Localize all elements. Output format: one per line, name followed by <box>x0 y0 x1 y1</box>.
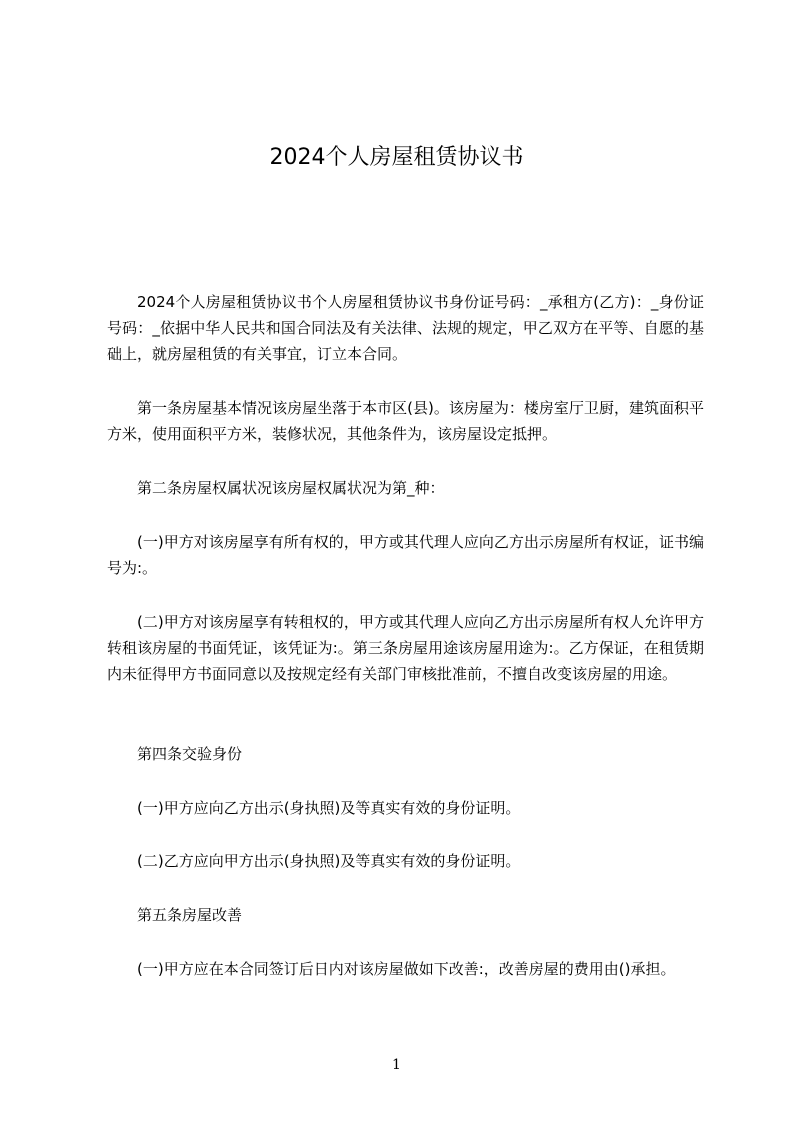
paragraph-intro: 2024个人房屋租赁协议书个人房屋租赁协议书身份证号码：_承租方(乙方)：_身份证号码：_依据中华人民共和国合同法及有关法律、法规的规定，甲乙双方在平等、自愿的基础上，就房屋租赁的有关事宜，订立本合同。 <box>107 293 704 363</box>
paragraph-article-2-item-1: (一)甲方对该房屋享有所有权的，甲方或其代理人应向乙方出示房屋所有权证，证书编号为:。 <box>107 533 704 577</box>
document-title: 2024个人房屋租赁协议书 <box>269 145 524 170</box>
page-number: 1 <box>392 1057 401 1073</box>
paragraph-article-2: 第二条房屋权属状况该房屋权属状况为第_种： <box>137 479 445 497</box>
paragraph-article-4: 第四条交验身份 <box>137 745 243 763</box>
paragraph-article-2-item-2: (二)甲方对该房屋享有转租权的，甲方或其代理人应向乙方出示房屋所有权人允许甲方转租该房屋的书面凭证，该凭证为:。第三条房屋用途该房屋用途为:。乙方保证，在租赁期内未征得甲方书面同意以及按规定经有关部门审核批准前，不擅自改变该房屋的用途。 <box>107 613 704 683</box>
paragraph-article-5-item-1: (一)甲方应在本合同签订后日内对该房屋做如下改善:，改善房屋的费用由()承担。 <box>137 960 676 978</box>
paragraph-article-5: 第五条房屋改善 <box>137 906 243 924</box>
paragraph-article-4-item-1: (一)甲方应向乙方出示(身执照)及等真实有效的身份证明。 <box>137 799 521 817</box>
paragraph-article-1: 第一条房屋基本情况该房屋坐落于本市区(县)。该房屋为：楼房室厅卫厨，建筑面积平方米，使用面积平方米，装修状况，其他条件为，该房屋设定抵押。 <box>107 399 704 443</box>
paragraph-article-4-item-2: (二)乙方应向甲方出示(身执照)及等真实有效的身份证明。 <box>137 852 521 870</box>
